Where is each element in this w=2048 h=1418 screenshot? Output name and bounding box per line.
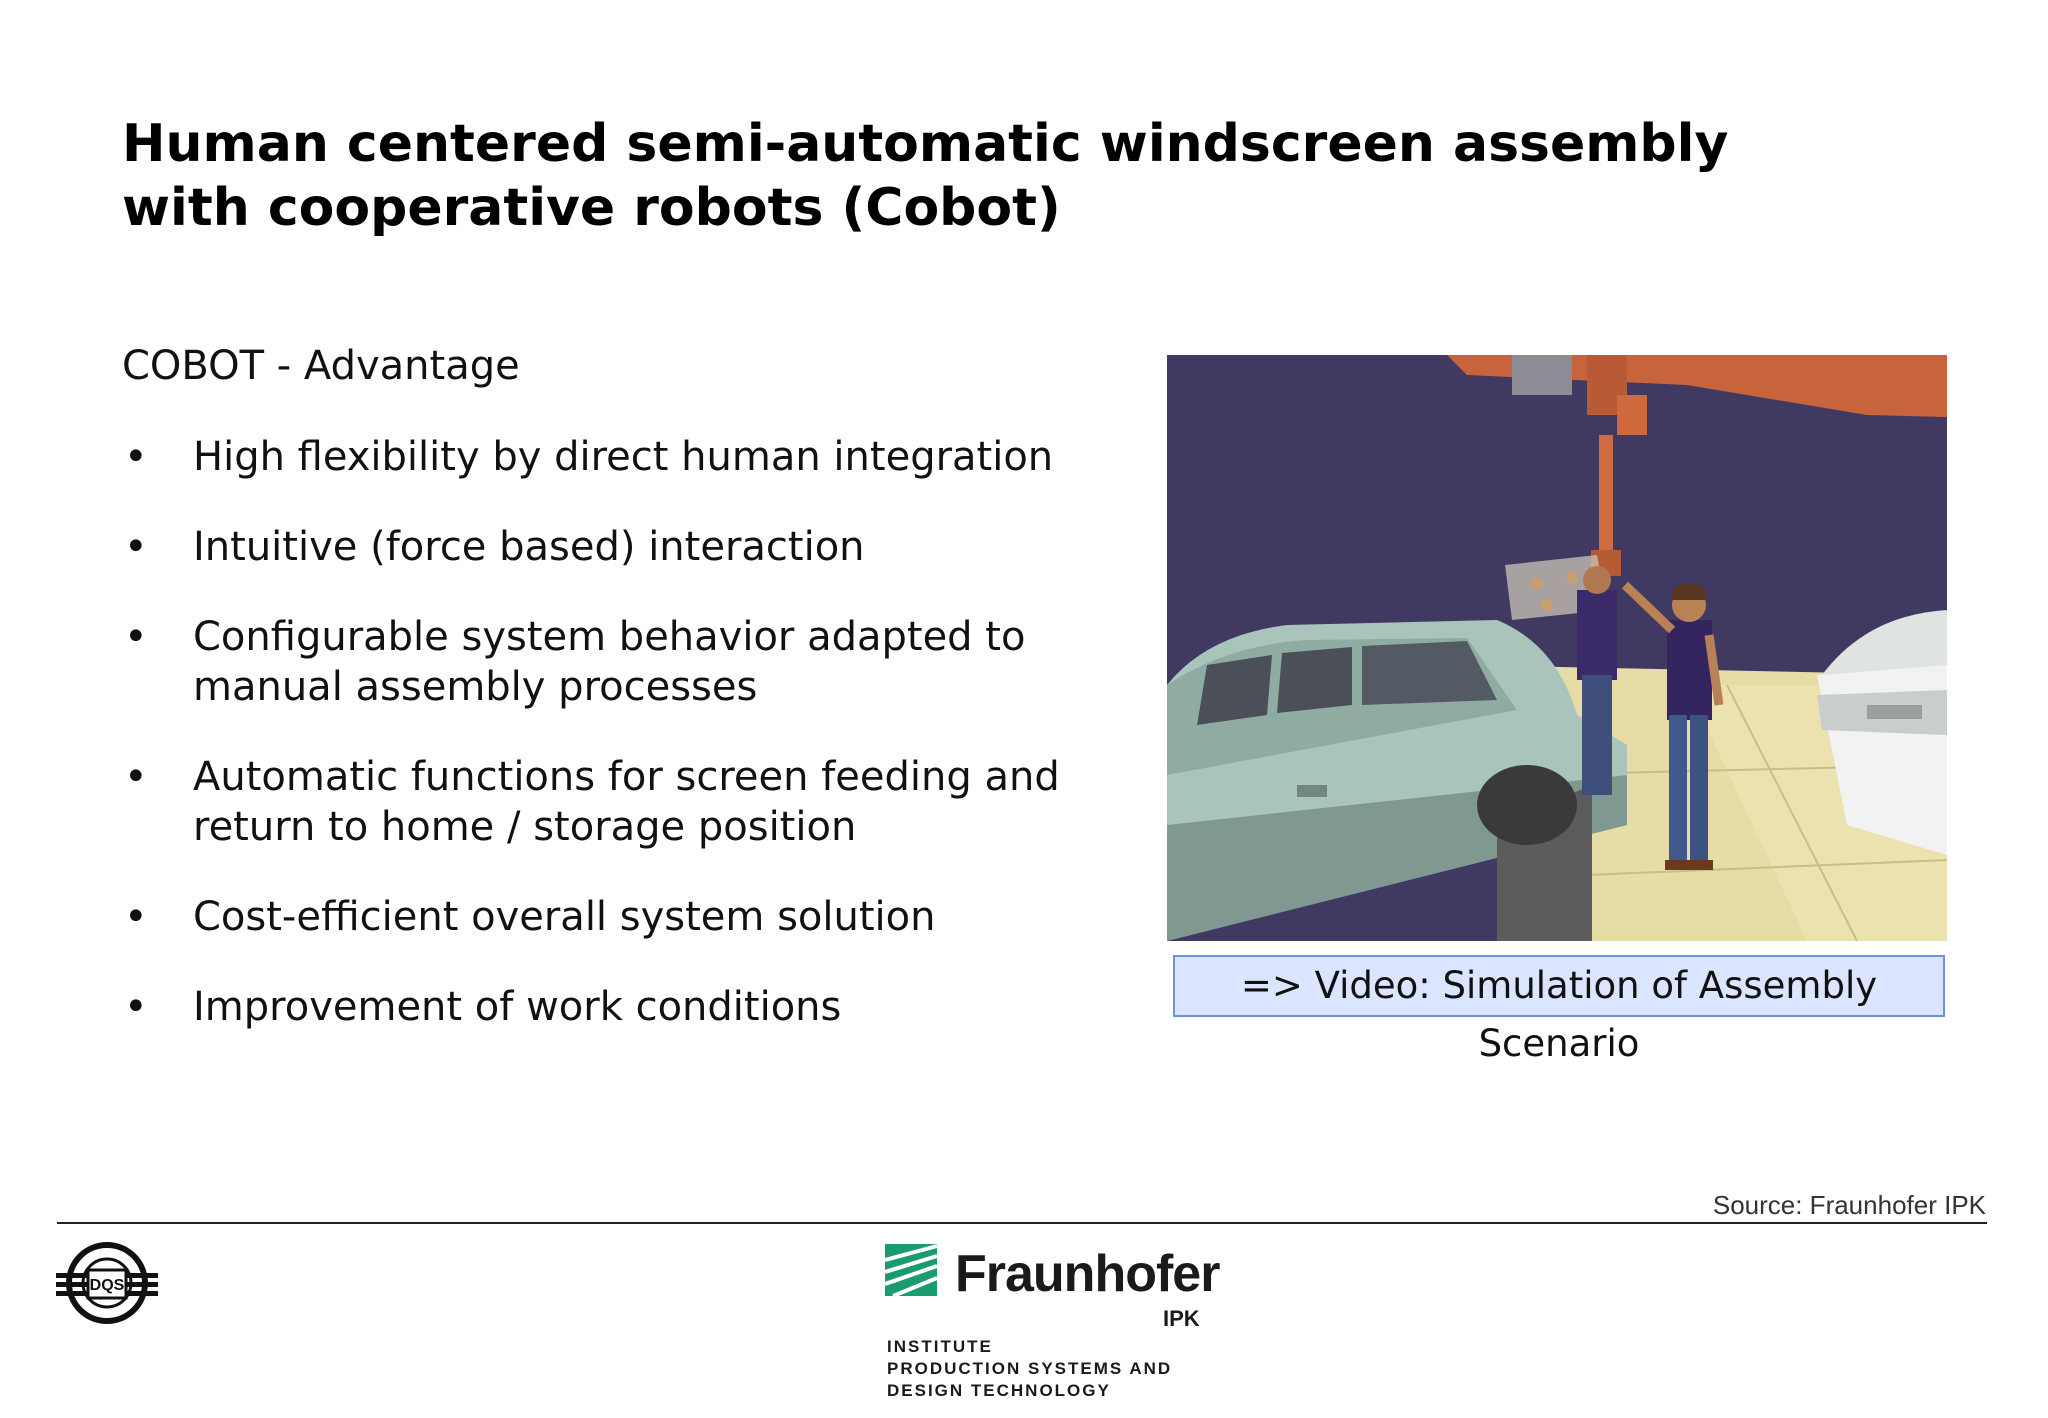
list-item-text: Cost-efficient overall system solution [193,894,936,940]
svg-text:DQS: DQS [89,1277,125,1294]
list-item-text: Intuitive (force based) interaction [193,524,865,570]
list-item [122,982,1082,1032]
institute-line: DESIGN TECHNOLOGY [887,1381,1111,1400]
assembly-simulation-video[interactable] [1167,355,1947,941]
dqs-certification-badge [56,1240,158,1326]
list-item [122,432,1082,482]
bullet-icon: • [124,434,148,480]
dqs-quality-seal-icon [56,1240,158,1326]
list-item [122,612,1082,712]
list-item [122,522,1082,572]
bullet-icon: • [124,984,148,1030]
institute-line: PRODUCTION SYSTEMS AND [887,1359,1173,1378]
bullet-icon: • [124,524,148,570]
institute-name [887,1336,1172,1402]
footer-divider [57,1222,1987,1224]
list-item-text: Automatic functions for screen feeding and return to home / storage position [193,754,1060,850]
list-item [122,892,1082,942]
bullet-icon: • [124,614,148,660]
section-heading: COBOT - Advantage [122,343,520,389]
institute-line: INSTITUTE [887,1337,993,1356]
video-link-caption[interactable]: => Video: Simulation of Assembly Scenario [1173,955,1945,1017]
bullet-icon: • [124,894,148,940]
logo-wordmark: Fraunhofer [955,1245,1220,1303]
list-item-text: Configurable system behavior adapted to manual assembly processes [193,614,1026,710]
list-item-text: Improvement of work conditions [193,984,842,1030]
advantages-list [122,424,1082,1032]
source-credit: Source: Fraunhofer IPK [1712,1190,1986,1220]
fraunhofer-ipk-logo [885,1240,1225,1410]
slide-title: Human centered semi-automatic windscreen assembly with cooperative robots (Cobot) [122,114,1729,238]
list-item [122,752,1082,852]
simulation-scene-image [1167,355,1947,941]
bullet-icon: • [124,754,148,800]
list-item-text: High flexibility by direct human integration [193,434,1054,480]
fraunhofer-mark-icon [885,1244,945,1300]
logo-unit: IPK [1163,1306,1200,1331]
